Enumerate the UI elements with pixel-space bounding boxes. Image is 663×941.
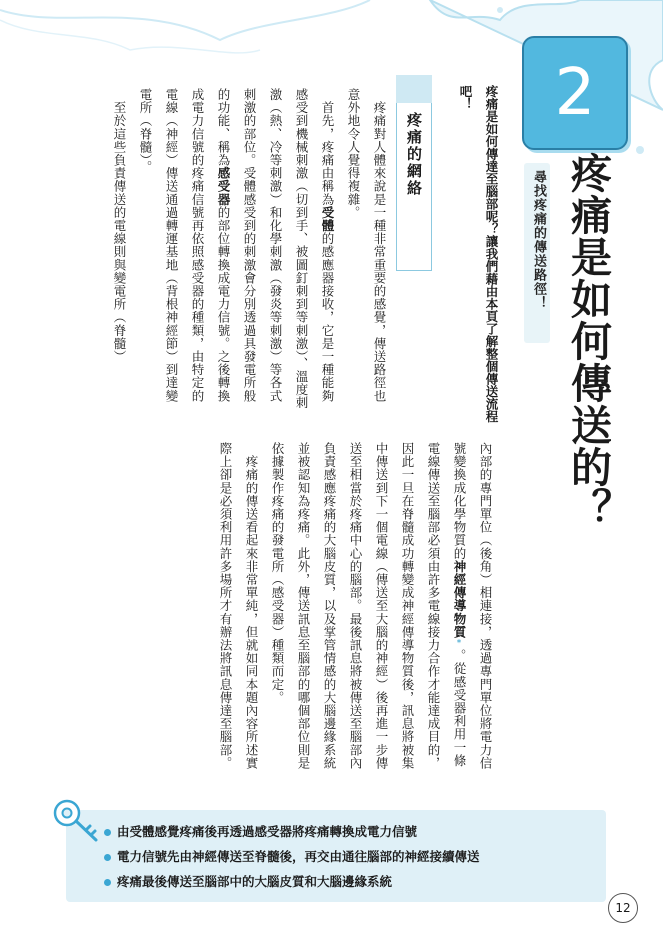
- body-text-upper: [62, 88, 392, 414]
- summary-text-1: 由受體感覺疼痛後再透過感受器將疼痛轉換成電力信號: [117, 824, 418, 839]
- page-subtitle: 尋找疼痛的傳送路徑！: [531, 170, 546, 310]
- body-paragraph: [346, 88, 387, 402]
- bullet-dot-icon: [104, 829, 111, 836]
- lead-paragraph: 疼痛是如何傳達至腦部呢？讓我們藉由本頁了解整個傳送流程吧！: [458, 85, 499, 423]
- page-title: 疼痛是如何傳送的？: [564, 152, 612, 530]
- summary-item-1: [104, 822, 417, 840]
- key-icon: [50, 796, 106, 846]
- body-paragraph-2-part-a: 首先，疼痛由稱為: [320, 101, 335, 206]
- body-paragraph: [138, 88, 335, 409]
- summary-item-3: [104, 872, 392, 890]
- page-number: 12: [608, 893, 638, 923]
- summary-text-3: 疼痛最後傳送至腦部中的大腦皮質和大腦邊緣系統: [117, 874, 393, 889]
- body-paragraph-2-part-b: 的感應器接收，它是一種能夠感受到機械刺激（切到手、被圖釘刺到等刺激）、溫度刺激（熱、冷等刺激）和化學刺激（發炎等刺激）等各式刺激的部位。受體感受到的刺激會分別透過具發電所般的功能、稱為: [216, 88, 335, 410]
- bullet-dot-icon: [104, 854, 111, 861]
- term-receptor: 受體: [320, 205, 335, 233]
- footnote-mark: *: [454, 638, 464, 650]
- summary-text-2: 電力信號先由神經傳送至脊髓後，再交由通往腦部的神經接續傳送: [117, 849, 480, 864]
- chapter-number-badge: [522, 36, 628, 150]
- term-sensor: 感受器: [216, 166, 231, 206]
- body-paragraph-2-part-c: 的部位轉換成電力信號。之後轉換成電力信號的疼痛信號再依照感受器的種類，由特定的電線（神經）傳送通過轉運基地（背根神經節）到達變電所（脊髓）。: [138, 88, 231, 403]
- term-neurotransmitter: 神經傳導物質: [452, 559, 467, 639]
- body-continuation-part-b: 。從感受器利用一條電線傳送至腦部必須由許多電線接力合作才能達成目的，因此一旦在脊髓成功轉變成神經傳導物質後，訊息將被集中傳送到下一個電線（傳送至大腦的神經）後再進一步傳送至相當於疼痛中心的腦部。最後訊息將被傳送至腦部內負責感應疼痛的大腦皮質，以及掌管情感的大腦邊緣系統並被認知為疼痛。此外，傳送訊息至腦部的哪個部位則是依據製作疼痛的發電所（感受器）種類而定。: [270, 442, 467, 770]
- body-paragraph-1: 疼痛對人體來說是一種非常重要的感覺，傳送路徑也意外地令人覺得複雜。: [346, 88, 387, 403]
- body-paragraph-3: 至於這些負責傳送的電線則與變電所（脊髓）: [112, 101, 127, 364]
- section-heading-tab: [396, 75, 432, 103]
- section-title: 疼痛的網絡: [405, 112, 423, 197]
- body-paragraph-final: 疼痛的傳送看起來非常單純，但就如同本題內容所述實際上卻是必須利用許多場所才有辦法將訊息傳達至腦部。: [218, 442, 259, 770]
- summary-item-2: [104, 847, 480, 865]
- body-paragraph: [218, 442, 259, 770]
- body-text-lower: [122, 442, 498, 776]
- body-continuation-part-a: 內部的專門單位（後角）相連接，透過專門單位將電力信號變換成化學物質的: [452, 442, 493, 770]
- body-paragraph: [112, 88, 127, 363]
- chapter-number: 2: [554, 56, 596, 130]
- bullet-dot-icon: [104, 879, 111, 886]
